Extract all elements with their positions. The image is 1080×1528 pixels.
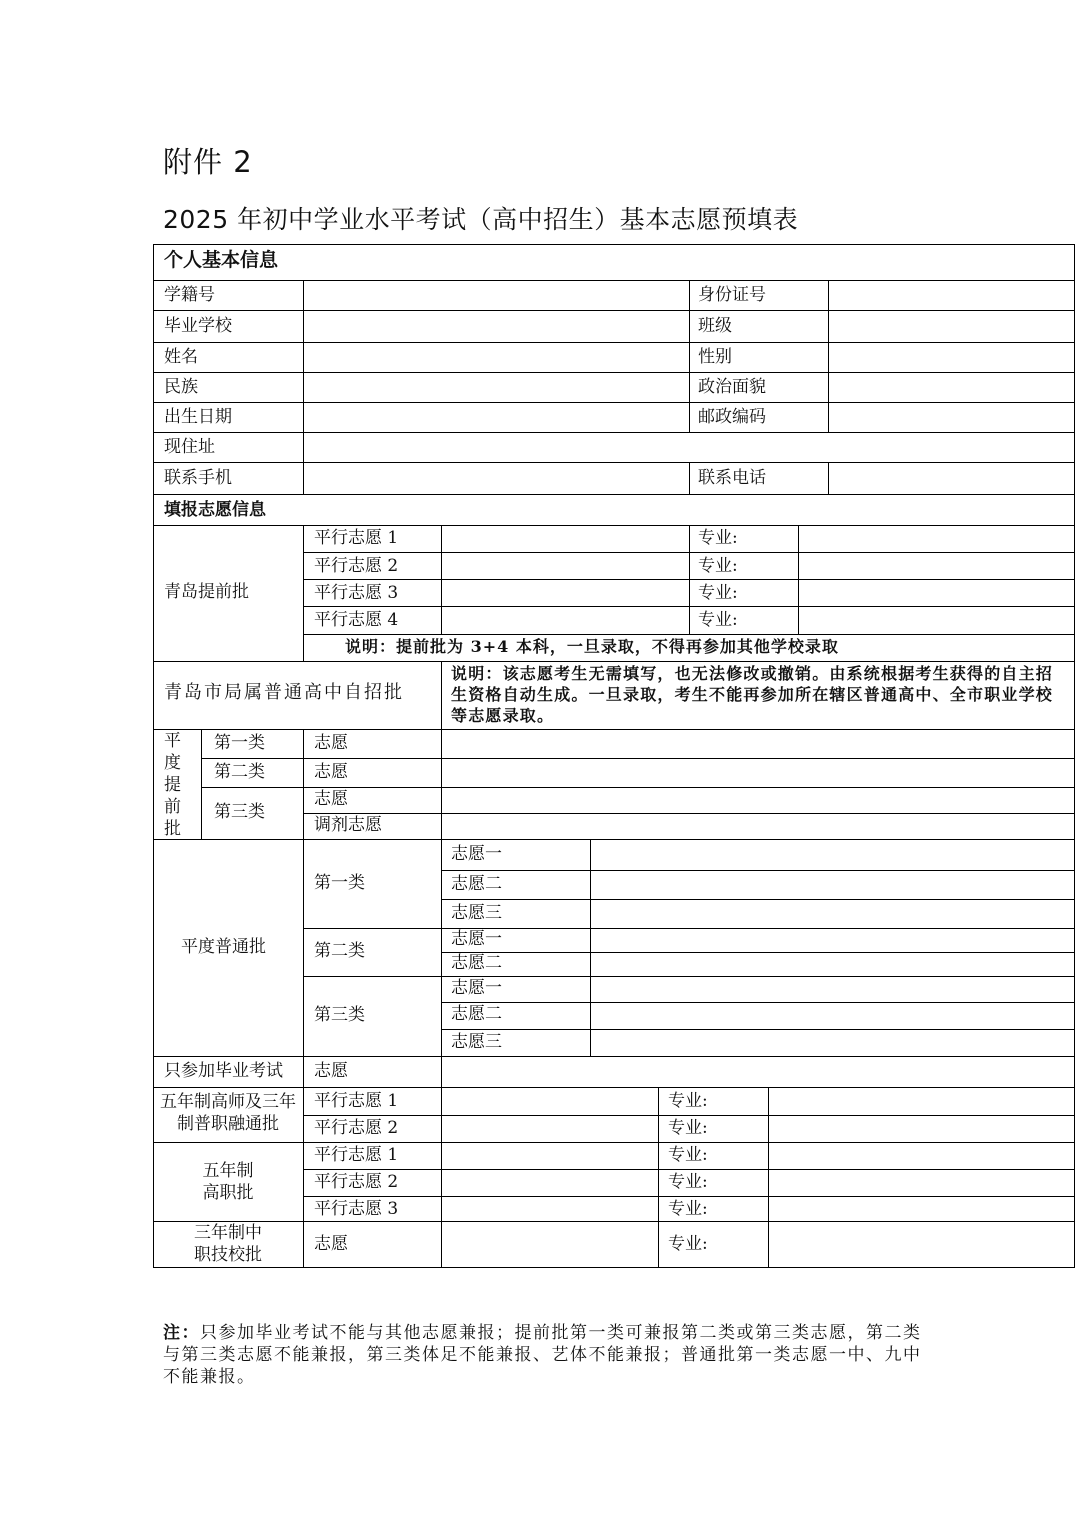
five-vocational-wish-2: 平行志愿 2 bbox=[314, 1172, 399, 1192]
col-line bbox=[689, 525, 690, 634]
col-line bbox=[441, 661, 442, 729]
row-line bbox=[303, 928, 1075, 929]
row-line bbox=[201, 787, 1075, 788]
label-class: 班级 bbox=[698, 316, 732, 336]
row-line bbox=[153, 1056, 1075, 1057]
footnote bbox=[163, 1322, 923, 1388]
row-line bbox=[153, 729, 1075, 730]
five-vocational-major-2: 专业: bbox=[668, 1172, 708, 1192]
row-line bbox=[153, 1221, 1075, 1222]
label-address: 现住址 bbox=[164, 437, 215, 457]
five-three-major-2: 专业: bbox=[668, 1118, 708, 1138]
row-line bbox=[201, 758, 1075, 759]
early-wish-2: 平行志愿 2 bbox=[314, 556, 399, 576]
early-major-2: 专业: bbox=[698, 556, 738, 576]
row-line bbox=[303, 1196, 1075, 1197]
pingdu-early-class-3: 第三类 bbox=[214, 802, 265, 822]
pg-c3-wish-3: 志愿三 bbox=[451, 1032, 502, 1052]
five-three-wish-2: 平行志愿 2 bbox=[314, 1118, 399, 1138]
row-line bbox=[153, 372, 1075, 373]
col-line bbox=[441, 1087, 442, 1142]
row-line bbox=[153, 342, 1075, 343]
col-line bbox=[303, 1142, 304, 1221]
pingdu-early-char: 前 bbox=[164, 797, 181, 817]
pingdu-early-char: 平 bbox=[164, 731, 181, 751]
row-line bbox=[153, 402, 1075, 403]
col-line bbox=[590, 839, 591, 1056]
label-political-status: 政治面貌 bbox=[698, 377, 766, 397]
label-school: 毕业学校 bbox=[164, 316, 232, 336]
section-personal-info: 个人基本信息 bbox=[164, 249, 279, 271]
footnote-text: 只参加毕业考试不能与其他志愿兼报；提前批第一类可兼报第二类或第三类志愿，第二类与第三类志愿不能兼报，第三类体足不能兼报、艺体不能兼报；普通批第一类志愿一中、九中不能兼报。 bbox=[163, 1323, 922, 1387]
col-line bbox=[689, 280, 690, 432]
col-line bbox=[828, 462, 829, 494]
early-wish-4: 平行志愿 4 bbox=[314, 610, 399, 630]
form-border bbox=[153, 1267, 1075, 1268]
label-three-vocational-line1: 三年制中 bbox=[194, 1223, 262, 1243]
label-postal-code: 邮政编码 bbox=[698, 407, 766, 427]
early-major-4: 专业: bbox=[698, 610, 738, 630]
pingdu-early-class-2: 第二类 bbox=[214, 762, 265, 782]
row-line bbox=[441, 1002, 1075, 1003]
three-vocational-wish: 志愿 bbox=[314, 1234, 348, 1254]
col-line bbox=[768, 1142, 769, 1221]
col-line bbox=[441, 1221, 442, 1267]
label-five-vocational-line2: 高职批 bbox=[202, 1183, 254, 1203]
application-form-table bbox=[153, 244, 1075, 1268]
label-birth-date: 出生日期 bbox=[164, 407, 232, 427]
section-choices: 填报志愿信息 bbox=[164, 500, 266, 520]
pingdu-early-wish-3: 志愿 bbox=[314, 789, 348, 809]
label-five-three-batch-line2: 制普职融通批 bbox=[177, 1114, 279, 1134]
col-line bbox=[658, 1142, 659, 1221]
pg-c3-wish-1: 志愿一 bbox=[451, 978, 502, 998]
label-self-recruit-batch: 青岛市局属普通高中自招批 bbox=[164, 682, 404, 703]
label-pingdu-general-batch: 平度普通批 bbox=[181, 937, 266, 957]
col-line bbox=[201, 729, 202, 839]
pg-c1-wish-2: 志愿二 bbox=[451, 874, 502, 894]
five-three-major-1: 专业: bbox=[668, 1091, 708, 1111]
early-major-3: 专业: bbox=[698, 583, 738, 603]
pingdu-early-char: 批 bbox=[164, 819, 181, 839]
early-major-1: 专业: bbox=[698, 528, 738, 548]
pg-c2-wish-1: 志愿一 bbox=[451, 929, 502, 949]
pingdu-early-char: 度 bbox=[164, 753, 181, 773]
label-qingdao-early-batch: 青岛提前批 bbox=[164, 582, 249, 602]
row-line bbox=[153, 661, 1075, 662]
row-line bbox=[441, 952, 1075, 953]
label-student-id: 学籍号 bbox=[164, 285, 215, 305]
row-line bbox=[153, 839, 1075, 840]
five-vocational-major-3: 专业: bbox=[668, 1199, 708, 1219]
form-border bbox=[153, 244, 1075, 245]
col-line bbox=[441, 729, 442, 839]
row-line bbox=[153, 525, 1075, 526]
row-line bbox=[303, 1115, 1075, 1116]
pg-c2-wish-2: 志愿二 bbox=[451, 953, 502, 973]
row-line bbox=[303, 813, 1075, 814]
col-line bbox=[441, 839, 442, 1056]
pingdu-early-wish-1: 志愿 bbox=[314, 733, 348, 753]
row-line bbox=[441, 1029, 1075, 1030]
form-title: 2025 年初中学业水平考试（高中招生）基本志愿预填表 bbox=[163, 205, 799, 234]
col-line bbox=[441, 525, 442, 634]
early-batch-note: 说明：提前批为 3+4 本科，一旦录取，不得再参加其他学校录取 bbox=[345, 637, 839, 656]
label-phone: 联系电话 bbox=[698, 468, 766, 488]
three-vocational-major: 专业: bbox=[668, 1234, 708, 1254]
early-wish-3: 平行志愿 3 bbox=[314, 583, 399, 603]
label-grad-only: 只参加毕业考试 bbox=[164, 1061, 283, 1081]
attachment-label: 附件 2 bbox=[163, 145, 253, 179]
row-line bbox=[153, 462, 1075, 463]
row-line bbox=[441, 870, 1075, 871]
label-five-three-batch-line1: 五年制高师及三年 bbox=[160, 1092, 296, 1112]
pingdu-early-class-1: 第一类 bbox=[214, 733, 265, 753]
row-line bbox=[153, 432, 1075, 433]
col-line bbox=[303, 729, 304, 839]
pingdu-early-adjust: 调剂志愿 bbox=[314, 815, 382, 835]
col-line bbox=[441, 1056, 442, 1087]
five-vocational-major-1: 专业: bbox=[668, 1145, 708, 1165]
col-line bbox=[303, 280, 304, 494]
pg-c1-wish-1: 志愿一 bbox=[451, 844, 502, 864]
label-mobile: 联系手机 bbox=[164, 468, 232, 488]
row-line bbox=[153, 280, 1075, 281]
col-line bbox=[768, 1087, 769, 1142]
col-line bbox=[303, 839, 304, 1056]
pg-c3-wish-2: 志愿二 bbox=[451, 1004, 502, 1024]
five-vocational-wish-3: 平行志愿 3 bbox=[314, 1199, 399, 1219]
col-line bbox=[658, 1221, 659, 1267]
col-line bbox=[303, 1056, 304, 1087]
five-vocational-wish-1: 平行志愿 1 bbox=[314, 1145, 399, 1165]
col-line bbox=[658, 1087, 659, 1142]
col-line bbox=[828, 280, 829, 432]
row-line bbox=[153, 1087, 1075, 1088]
label-name: 姓名 bbox=[164, 347, 198, 367]
row-line bbox=[153, 1142, 1075, 1143]
five-three-wish-1: 平行志愿 1 bbox=[314, 1091, 399, 1111]
pingdu-general-class-3: 第三类 bbox=[314, 1005, 365, 1025]
row-line bbox=[441, 899, 1075, 900]
grad-only-wish: 志愿 bbox=[314, 1061, 348, 1081]
footnote-lead: 注： bbox=[163, 1323, 200, 1343]
early-wish-1: 平行志愿 1 bbox=[314, 528, 399, 548]
col-line bbox=[798, 525, 799, 634]
col-line bbox=[303, 1087, 304, 1142]
row-line bbox=[303, 976, 1075, 977]
label-five-vocational-line1: 五年制 bbox=[202, 1161, 254, 1181]
row-line bbox=[153, 310, 1075, 311]
row-line bbox=[153, 494, 1075, 495]
pingdu-early-char: 提 bbox=[164, 775, 181, 795]
col-line bbox=[303, 525, 304, 661]
pingdu-general-class-1: 第一类 bbox=[314, 873, 365, 893]
label-gender: 性别 bbox=[698, 347, 732, 367]
label-ethnicity: 民族 bbox=[164, 377, 198, 397]
pg-c1-wish-3: 志愿三 bbox=[451, 903, 502, 923]
row-line bbox=[303, 634, 1075, 635]
col-line bbox=[768, 1221, 769, 1267]
col-line bbox=[441, 1142, 442, 1221]
pingdu-early-wish-2: 志愿 bbox=[314, 762, 348, 782]
pingdu-general-class-2: 第二类 bbox=[314, 941, 365, 961]
col-line bbox=[303, 1221, 304, 1267]
label-three-vocational-line2: 职技校批 bbox=[194, 1245, 262, 1265]
self-recruit-note: 说明：该志愿考生无需填写，也无法修改或撤销。由系统根据考生获得的自主招生资格自动生成。一旦录取，考生不能再参加所在辖区普通高中、全市职业学校等志愿录取。 bbox=[451, 664, 1054, 725]
row-line bbox=[303, 1169, 1075, 1170]
label-id-card: 身份证号 bbox=[698, 285, 766, 305]
col-line bbox=[689, 462, 690, 494]
